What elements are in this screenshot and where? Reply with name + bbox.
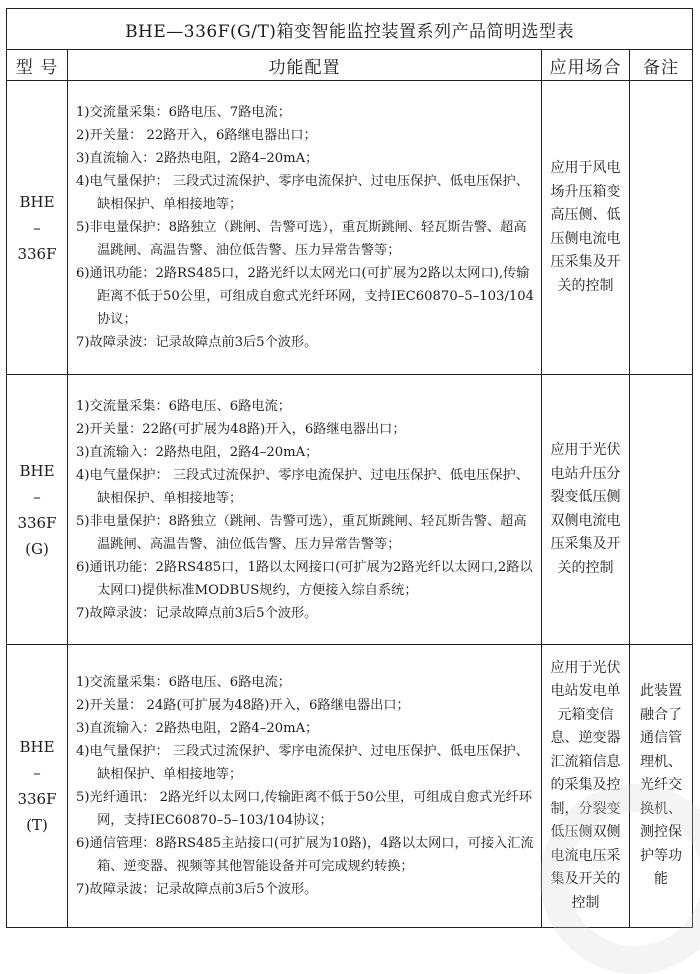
note-line: 此装置 <box>640 683 682 700</box>
function-item: 6)通讯功能：2路RS485口，1路以太网接口(可扩展为2路光纤以太网口,2路以太网口)提供标准MODBUS规约，方便接入综自系统； <box>76 559 533 598</box>
function-item: 5)非电量保护：8路独立（跳闸、告警可选），重瓦斯跳闸、轻瓦斯告警、超高温跳闸、高温告警、油位低告警、压力异常告警等； <box>76 220 527 258</box>
note-line: 护等功 <box>640 847 682 864</box>
function-item: 5)非电量保护：8路独立（跳闸、告警可选），重瓦斯跳闸、轻瓦斯告警、超高温跳闸、高温告警、油位低告警、压力异常告警等； <box>76 513 527 552</box>
function-cell <box>68 645 542 928</box>
function-item: 3)直流输入：2路热电阻，2路4–20mA； <box>76 151 319 166</box>
application-line: 低压侧双侧 <box>550 824 621 841</box>
application-line: 制，分裂变 <box>550 800 621 817</box>
model-line: 336F <box>17 790 57 808</box>
application-line: 元箱变信 <box>557 706 614 723</box>
application-line: 双侧电流电 <box>550 512 621 529</box>
function-item: 5)光纤通讯： 2路光纤以太网口,传输距离不低于50公里，可组成自愈式光纤环网，支持IEC60870–5–103/104协议； <box>76 790 532 828</box>
note-cell <box>630 645 693 928</box>
model-line: (T) <box>26 816 48 834</box>
application-line: 高压侧、低 <box>550 207 621 223</box>
function-item: 2)开关量：22路(可扩展为48路)开入，6路继电器出口； <box>76 421 406 437</box>
application-line: 集及开关的 <box>550 871 621 888</box>
note-line: 测控保 <box>640 824 682 841</box>
note-line: 光纤交 <box>640 777 682 794</box>
model-line: BHE <box>19 461 55 480</box>
model-line: 336F <box>17 244 57 263</box>
function-item: 4)电气量保护： 三段式过流保护、零序电流保护、过电压保护、低电压保护、缺相保护、单相接地等； <box>76 467 529 506</box>
function-item: 3)直流输入：2路热电阻，2路4–20mA； <box>76 721 319 736</box>
model-cell <box>7 375 68 645</box>
application-line: 关的控制 <box>557 559 614 576</box>
model-cell <box>7 81 68 375</box>
note-cell <box>630 375 693 645</box>
application-line: 应用于光伏 <box>550 442 621 458</box>
note-line: 理机、 <box>640 753 682 770</box>
function-item: 1)交流量采集：6路电压、7路电流； <box>76 105 291 120</box>
model-line: 336F <box>17 513 57 532</box>
selection-table <box>6 8 693 928</box>
application-line: 的采集及控 <box>550 777 621 794</box>
application-cell <box>542 81 630 375</box>
header-model: 型 号 <box>7 50 68 81</box>
model-line: (G) <box>25 539 49 558</box>
application-cell <box>542 375 630 645</box>
application-line: 关的控制 <box>557 277 614 294</box>
application-line: 应用于光伏 <box>550 659 621 676</box>
application-line: 压采集及开 <box>550 536 621 552</box>
model-line: BHE <box>19 738 55 756</box>
application-line: 压侧电流电 <box>550 230 621 247</box>
model-cell <box>7 645 68 928</box>
function-item: 1)交流量采集：6路电压、6路电流； <box>76 675 291 690</box>
header-function: 功能配置 <box>68 50 542 81</box>
application-line: 场升压箱变 <box>550 183 621 200</box>
function-item: 2)开关量： 24路(可扩展为48路)开入，6路继电器出口； <box>76 698 410 713</box>
header-note: 备注 <box>630 50 693 81</box>
table-row <box>7 81 693 375</box>
application-line: 息、逆变器 <box>550 730 621 747</box>
application-line: 控制 <box>571 894 600 911</box>
application-line: 应用于风电 <box>550 160 621 176</box>
model-line: BHE <box>19 192 55 211</box>
application-cell <box>542 645 630 928</box>
model-line: – <box>33 487 41 506</box>
note-line: 能 <box>654 871 668 888</box>
model-line: – <box>33 218 41 237</box>
application-line: 电流电压采 <box>550 847 621 864</box>
function-item: 1)交流量采集：6路电压、6路电流； <box>76 398 291 414</box>
function-item: 7)故障录波：记录故障点前3后5个波形。 <box>76 882 318 897</box>
function-item: 6)通讯功能：2路RS485口，2路光纤以太网光口(可扩展为2路以太网口),传输距离不低于50公里，可组成自愈式光纤环网，支持IEC60870–5–103/104协议； <box>76 266 535 327</box>
table-title: BHE—336F(G/T)箱变智能监控装置系列产品简明选型表 <box>7 9 693 50</box>
table-row <box>7 375 693 645</box>
application-line: 压采集及开 <box>550 254 621 270</box>
note-line: 通信管 <box>640 730 682 747</box>
note-line: 融合了 <box>640 706 682 723</box>
function-cell <box>68 375 542 645</box>
header-application: 应用场合 <box>542 50 630 81</box>
application-line: 电站发电单 <box>550 683 621 700</box>
application-line: 裂变低压侧 <box>550 489 621 505</box>
function-item: 2)开关量： 22路开入，6路继电器出口； <box>76 128 317 143</box>
function-item: 7)故障录波：记录故障点前3后5个波形。 <box>76 335 318 350</box>
table-row <box>7 645 693 928</box>
function-item: 7)故障录波：记录故障点前3后5个波形。 <box>76 605 318 621</box>
application-line: 汇流箱信息 <box>550 753 621 770</box>
note-line: 换机、 <box>640 800 682 817</box>
model-line: – <box>33 764 41 782</box>
application-line: 电站升压分 <box>550 465 621 482</box>
note-cell <box>630 81 693 375</box>
function-cell <box>68 81 542 375</box>
function-item: 6)通信管理：8路RS485主站接口(可扩展为10路)，4路以太网口，可接入汇流箱、逆变器、视频等其他智能设备并可完成规约转换； <box>76 836 534 874</box>
function-item: 3)直流输入：2路热电阻，2路4–20mA； <box>76 444 319 460</box>
function-item: 4)电气量保护： 三段式过流保护、零序电流保护、过电压保护、低电压保护、缺相保护、单相接地等； <box>76 174 529 212</box>
function-item: 4)电气量保护： 三段式过流保护、零序电流保护、过电压保护、低电压保护、缺相保护、单相接地等； <box>76 744 529 782</box>
